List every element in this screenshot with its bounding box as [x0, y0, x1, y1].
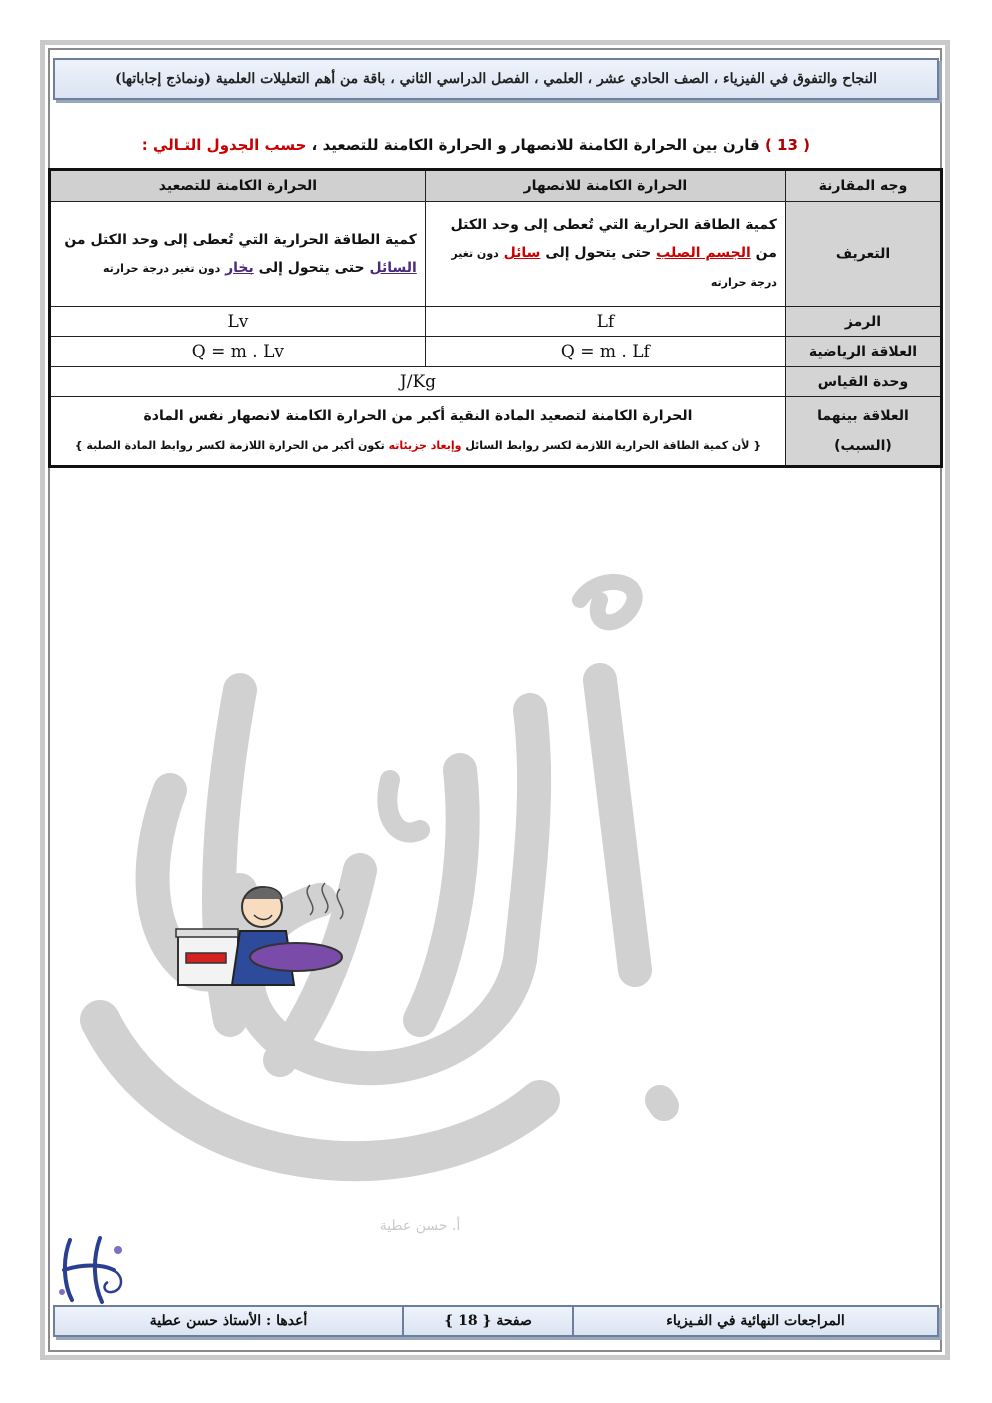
footer-page-number: صفحة { 18 }: [402, 1307, 572, 1335]
relation-row: [50, 397, 942, 467]
relation-label: [785, 397, 941, 467]
cook-illustration: [170, 875, 360, 995]
header-melting: الحرارة الكامنة للانصهار: [425, 170, 785, 202]
definition-vapor-liquid: السائل: [369, 259, 417, 276]
symbol-row: [50, 307, 942, 337]
definition-melting-text-a: كمية الطاقة الحرارية التي تُعطى إلى وحد الكتل من: [450, 217, 777, 261]
watermark-signature: [60, 540, 780, 1240]
definition-melting-text-b: حتى يتحول إلى: [545, 245, 652, 261]
header-title: النجاح والتفوق في الفيزياء ، الصف الحادي عشر ، العلمي ، الفصل الدراسي الثاني ، باقة من أهم التعليلات العلمية (ونماذج إجاباتها): [115, 71, 877, 87]
footer-series: المراجعات النهائية في الفـيزياء: [572, 1307, 937, 1335]
definition-vapor-gas: بخار: [225, 259, 254, 276]
relation-reason: [59, 431, 777, 461]
relation-reason-b: تكون أكبر من الحرارة اللازمة لكسر روابط المادة الصلبة }: [74, 439, 385, 452]
definition-vapor-text-c: دون تغير درجة حرارته: [102, 261, 221, 275]
definition-vaporization: [50, 202, 426, 307]
comparison-table: [48, 168, 943, 468]
math-melting: Q = m . Lf: [425, 337, 785, 367]
question: [50, 136, 810, 154]
relation-statement: الحرارة الكامنة لتصعيد المادة النقية أكبر من الحرارة الكامنة لانصهار نفس المادة: [143, 408, 693, 424]
header-aspect: وجه المقارنة: [785, 170, 941, 202]
unit-value: J/Kg: [50, 367, 786, 397]
definition-melting-liquid: سائل: [503, 245, 541, 261]
footer-bar: [53, 1305, 939, 1337]
definition-row: [50, 202, 942, 307]
definition-vapor-text-a: كمية الطاقة الحرارية التي تُعطى إلى وحد الكتل من: [64, 231, 417, 248]
table-header-row: [50, 170, 942, 202]
relation-label-main: العلاقة بينهما: [817, 408, 909, 424]
relation-label-cause: (السبب): [834, 438, 892, 454]
header-vaporization: الحرارة الكامنة للتصعيد: [50, 170, 426, 202]
question-number: ( 13 ): [764, 136, 810, 154]
symbol-vaporization: Lv: [50, 307, 426, 337]
definition-melting-text-c: دون تغير درجة حرارته: [451, 247, 777, 289]
unit-label: وحدة القياس: [785, 367, 941, 397]
watermark-text: أ. حسن عطية: [379, 1218, 461, 1234]
unit-row: [50, 367, 942, 397]
author-monogram-logo: [52, 1230, 132, 1310]
math-row: [50, 337, 942, 367]
footer-author: أعدها : الأستاذ حسن عطية: [55, 1307, 402, 1335]
symbol-label: الرمز: [785, 307, 941, 337]
math-vaporization: Q = m . Lv: [50, 337, 426, 367]
definition-melting: [425, 202, 785, 307]
relation-content: [50, 397, 786, 467]
question-text: قارن بين الحرارة الكامنة للانصهار و الحرارة الكامنة للتصعيد ،: [311, 136, 760, 154]
math-label: العلاقة الرياضية: [785, 337, 941, 367]
relation-reason-red: وإبعاد جزيئاته: [388, 439, 462, 452]
question-text-red: حسب الجدول التـالي :: [141, 136, 307, 154]
definition-melting-solid: الجسم الصلب: [656, 245, 751, 261]
definition-vapor-text-b: حتى يتحول إلى: [258, 259, 365, 276]
definition-label: التعريف: [785, 202, 941, 307]
symbol-melting: Lf: [425, 307, 785, 337]
header-banner: [53, 58, 939, 100]
relation-reason-a: { لأن كمية الطاقة الحرارية اللازمة لكسر روابط السائل: [465, 439, 762, 452]
